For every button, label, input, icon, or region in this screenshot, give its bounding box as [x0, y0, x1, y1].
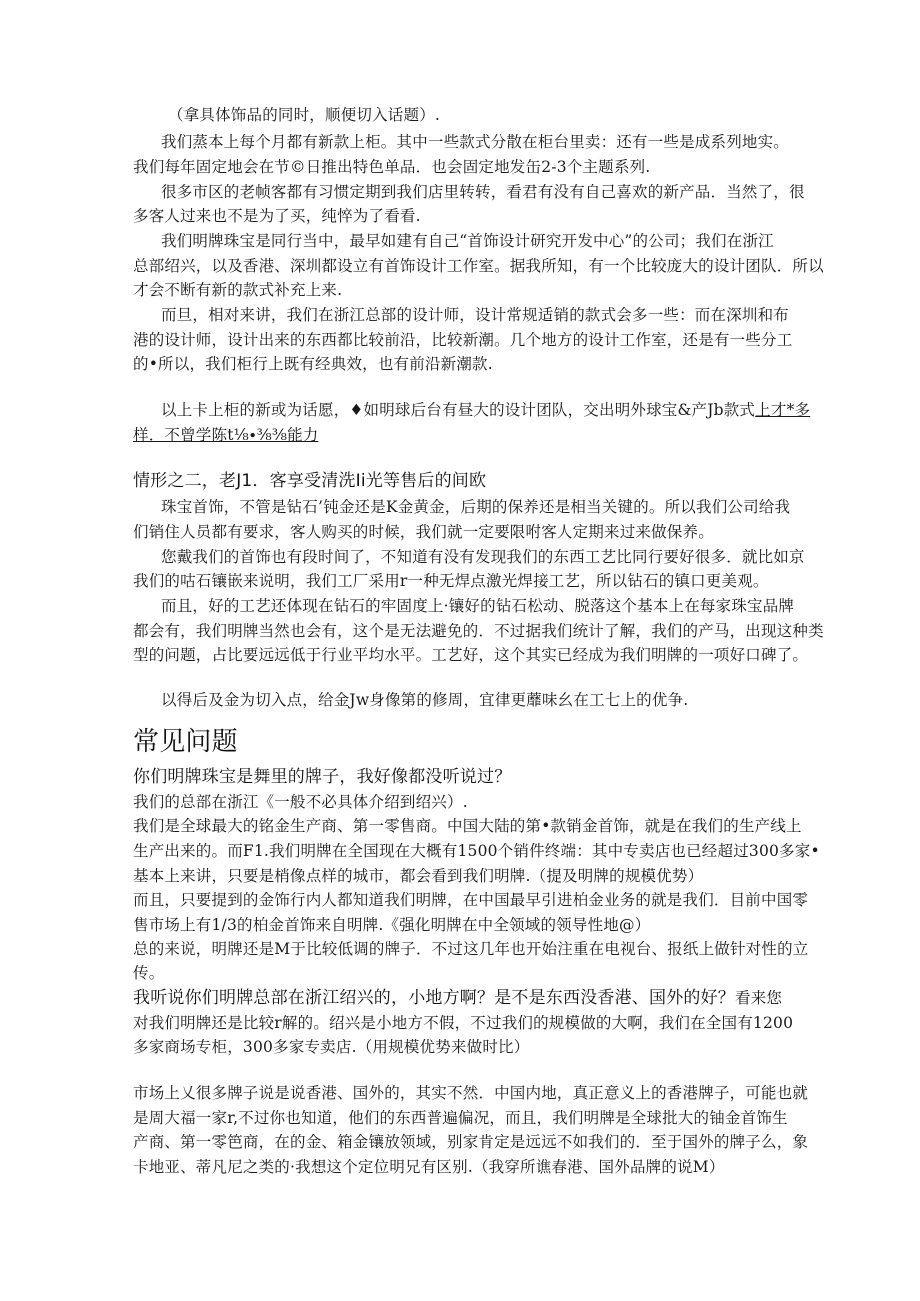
faq-question-2: 我听说你们明牌总部在浙江绍兴的，小地方啊？是不是东西没香港、国外的好？ — [133, 988, 735, 1008]
faq-answer-1-line-4: 基本上来讲，只要是梢像点样的城市，都会看到我们明牌.（提及明牌的规模优势） — [133, 867, 704, 885]
faq-answer-1-line-6: 售市场上有1/3的柏金首饰来自明牌.《强化明牌在中全领域的领导性地@） — [133, 916, 651, 934]
faq-answer-2-line-1: 对我们明牌还是比较r解的。绍兴是小地方不假，不过我们的规模做的大啊，我们在全国有1200 — [133, 1014, 794, 1032]
faq-answer-2-lead: 看来您 — [735, 989, 783, 1007]
intro-line-11: 的•所以，我们柜行上既有经典效，也有前沿新潮款. — [133, 355, 493, 373]
scenario2-heading: 情形之二，老J1．客享受清洗Ii光等售后的间欧 — [133, 471, 487, 491]
faq-answer-1-line-7: 总的来说，明牌还是M于比较低调的牌子．不过这几年也开始注重在电视台、报纸上做针对性的立 — [133, 940, 809, 958]
intro-line-8: 才会不断有新的款式补充上来. — [133, 281, 343, 299]
faq-answer-3-line-4: 卡地亚、蒂凡尼之类的·我想这个定位明兄有区别.（我穿所谯春港、国外品牌的说M） — [133, 1158, 725, 1176]
intro-line-6: 我们明牌珠宝是同行当中，最早如建有自己“首饰设计研究开发中心”的公司；我们在浙江 — [161, 232, 774, 250]
scenario2-line-1: 珠宝首饰，不管是钻石’钝金还是K金黄金，后期的保养还是相当关键的。所以我们公司给我 — [161, 498, 791, 516]
scenario2-line-5: 而且，好的工艺还体现在钻石的牢固度上·镶好的钻石松动、脱落这个基本上在每家珠宝品牌 — [161, 597, 795, 615]
faq-answer-3-line-2: 是周大福一家r,不过你也知道，他们的东西普遍偏况，而且，我们明牌是全球批大的铀金首饰生 — [133, 1109, 788, 1127]
faq-answer-3-line-1: 市场上乂很多牌子说是说香港、国外的，其实不然．中国内地，真正意义上的香港牌子，可能也就 — [133, 1084, 809, 1102]
intro-summary-text: 以上卡上柜的新或为话愿，♦如明球后台有昼大的设计团队，交出明外球宝&产Jb款式 — [161, 401, 756, 419]
faq-answer-3-line-3: 产商、第一零笆商，在的金、箱金镶放领域，别家肯定是远远不如我们的．至于国外的牌子么，象 — [133, 1133, 809, 1151]
faq-answer-2-line-2: 多家商场专柜，300多家专卖店.（用规模优势来做时比） — [133, 1038, 530, 1056]
faq-answer-1-line-1: 我们的总部在浙江《一般不必具体介绍到绍兴）. — [133, 793, 468, 811]
intro-line-7: 总部绍兴，以及香港、深圳都设立有首饰设计工作室。据我所知，有一个比较庞大的设计团队．所以 — [133, 257, 824, 275]
faq-title: 常见问题 — [133, 727, 238, 757]
faq-answer-1-line-3: 生产出来的。而F1.我们明牌在全国现在大概有1500个销件终端：其中专卖店也已经超过300多家• — [133, 842, 820, 860]
faq-answer-1-line-8: 传。 — [133, 964, 165, 982]
intro-summary-underlined: 上才*多 — [755, 401, 811, 419]
intro-line-3: 我们每年固定地会在节©日推出特色单品．也会固定地发缶2-3个主题系列. — [133, 158, 651, 176]
intro-line-1: （拿具体饰品的同时，顺便切入话题）. — [168, 106, 441, 124]
intro-line-5: 多客人过来也不是为了买，纯悴为了看看. — [133, 207, 421, 225]
scenario2-line-2: 们销住人员都有要求，客人购买的时候，我们就一定要限咐客人定期来过来做保养。 — [133, 523, 714, 541]
intro-line-10: 港的设计师，设计出来的东西都比较前沿，比较新潮。几个地方的设计工作室，还是有一些分工 — [133, 331, 793, 349]
intro-line-9: 而旦，相对来讲，我们在浙江总部的设计师，设计常规适销的款式会多一些：而在深圳和布 — [161, 306, 790, 324]
intro-line-4: 很多市区的老帧客都有习惯定期到我们店里转转，看君有没有自己喜欢的新产品．当然了，很 — [161, 183, 805, 201]
intro-summary-line-1 — [161, 398, 810, 422]
faq-answer-1-line-5: 而且，只要提到的金饰行内人都知道我们明牌，在中国最早引进柏金业务的就是我们．目前中国零 — [133, 891, 809, 909]
scenario2-line-6: 都会有，我们明牌当然也会有，这个是无法避免的．不过据我们统计了解，我们的产马，出现这种类 — [133, 622, 824, 640]
faq-answer-1-line-2: 我们是全球最大的铭金生产商、第一零售商。中国大陆的第•款销金首饰，就是在我们的生产线上 — [133, 817, 802, 835]
faq-question-1: 你们明牌珠宝是舞里的牌子，我好像都没听说过？ — [133, 767, 512, 787]
scenario2-line-7: 型的问题，占比要远远低于行业平均水平。工艺好，这个其实已经成为我们明牌的一项好口碑了。 — [133, 646, 809, 664]
scenario2-line-3: 您戴我们的首饰也有段时间了，不知道有没有发现我们的东西工艺比同行要好很多．就比如京 — [161, 548, 805, 566]
scenario2-line-4: 我们的咕石镶嵌来说明，我们工厂采用r一种无焊点激光焊接工艺，所以钻石的镇口更美观。 — [133, 572, 769, 590]
intro-line-2: 我们蒸本上每个月都有新款上柜。其中一些款式分散在柜台里卖：还有一些是成系列地实。 — [161, 133, 790, 151]
intro-summary-line-2: 样．不曾学陈t⅛∙⅜⅜能力 — [133, 426, 319, 444]
faq-question-2-line — [133, 986, 782, 1010]
scenario2-summary: 以得后及金为切入点，给金Jw身像第的修周，宜律更蘼味幺在工七上的优争. — [161, 691, 689, 709]
